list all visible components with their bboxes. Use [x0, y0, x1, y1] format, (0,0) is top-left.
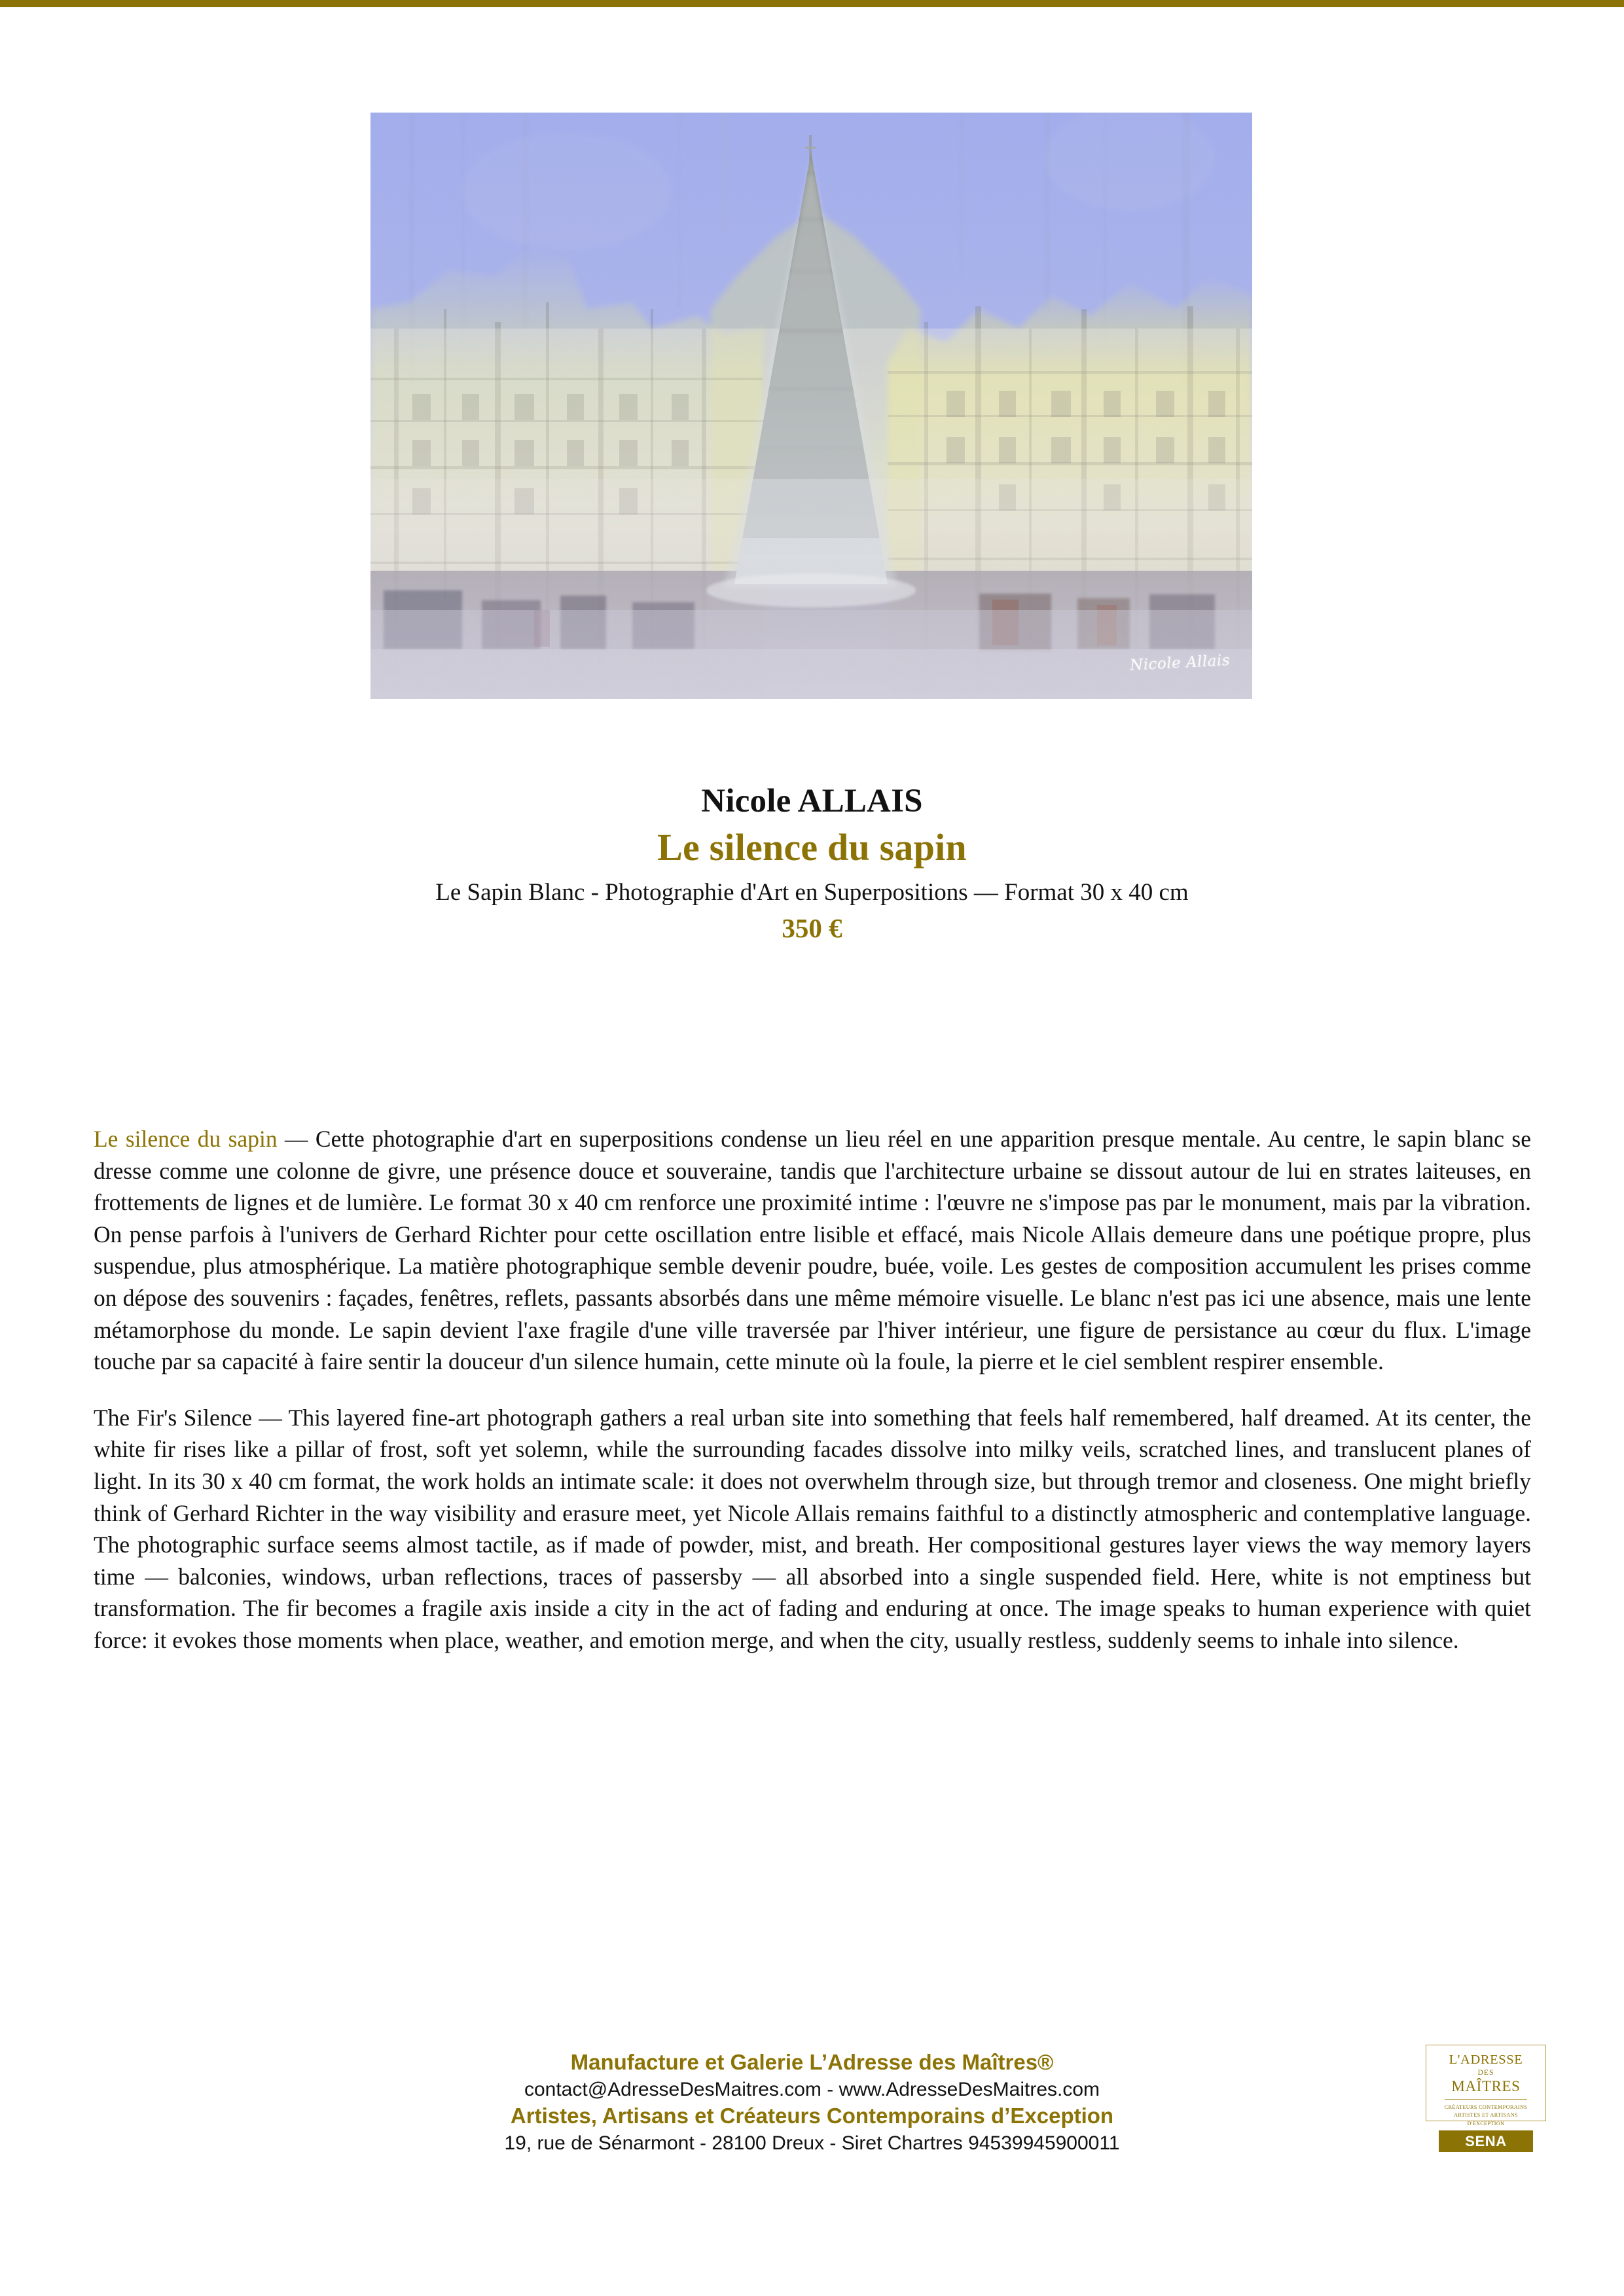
top-gold-rule [0, 0, 1624, 7]
sena-badge: SENA [1439, 2130, 1533, 2152]
footer [0, 2049, 1624, 2156]
artwork-image [370, 113, 1252, 699]
footer-tagline: Artistes, Artisans et Créateurs Contemporains d’Exception [510, 2103, 1114, 2128]
artwork-price: 350 € [782, 912, 842, 943]
paragraph-english: The Fir's Silence — This layered fine-art photograph gathers a real urban site into something that feels half remembered, half dreamed. At its center, the white fir rises like a pillar of frost, soft yet solemn, while the surrounding facades dissolve into milky veils, scratched lines, and translucent planes of light. In its 30 x 40 cm format, the work holds an intimate scale: it does not overwhelm through size, but through tremor and closeness. One might briefly think of Gerhard Richter in the way visibility and erasure meet, yet Nicole Allais remains faithful to a distinctly atmospheric and contemplative language. The photographic surface seems almost tactile, as if made of powder, mist, and breath. Her compositional gestures layer views the way memory layers time — balconies, windows, urban reflections, traces of passersby — all absorbed into a single suspended field. Here, white is not emptiness but transformation. The fir becomes a fragile axis inside a city in the act of fading and enduring at once. The image speaks to human experience with quiet force: it evokes those moments when place, weather, and emotion merge, and when the city, usually restless, suddenly seems to inhale into silence. [94, 1404, 1531, 1653]
artwork-figure [370, 113, 1252, 699]
brand-logo-block [1426, 2045, 1546, 2152]
description-section [94, 1123, 1531, 1657]
logo-line-maitres: MAÎTRES [1451, 2077, 1521, 2094]
logo-subline-3: D'EXCEPTION [1467, 2120, 1505, 2126]
logo-divider [1445, 2099, 1527, 2100]
artist-name: Nicole ALLAIS [701, 783, 923, 819]
artist-signature: Nicole Allais [1129, 652, 1231, 674]
footer-contact[interactable]: contact@AdresseDesMaitres.com - www.AdresseDesMaitres.com [524, 2078, 1100, 2100]
artwork-title: Le silence du sapin [657, 826, 967, 869]
footer-address: 19, rue de Sénarmont - 28100 Dreux - Siret Chartres 94539945900011 [504, 2132, 1120, 2154]
french-body-text: Cette photographie d'art en superpositions condense un lieu réel en une apparition presque mentale. Au centre, le sapin blanc se dresse comme une colonne de givre, une présence douce et souveraine, tandis que l'architecture urbaine se dissout autour de lui en strates laiteuses, en frottements de lignes et de lumière. Le format 30 x 40 cm renforce une proximité intime : l'œuvre ne s'impose pas par le monument, mais par la vibration. On pense parfois à l'univers de Gerhard Richter pour cette oscillation entre lisible et effacé, mais Nicole Allais demeure dans une poétique propre, plus suspendue, plus atmosphérique. La matière photographique semble devenir poudre, buée, voile. Les gestes de composition accumulent les prises comme on dépose des souvenirs : façades, fenêtres, reflets, passants absorbés dans une même mémoire visuelle. Le blanc n'est pas ici une absence, mais une lente métamorphose du monde. Le sapin devient l'axe fragile d'une ville traversée par l'hiver intérieur, une figure de persistance au cœur du flux. L'image touche par sa capacité à faire sentir la douceur d'un silence humain, cette minute où la foule, la pierre et le ciel semblent respirer ensemble. [94, 1126, 1532, 1375]
logo-subline-1: CRÉATEURS CONTEMPORAINS [1444, 2104, 1528, 2111]
paragraph-french [94, 1123, 1531, 1378]
logo-line-des: DES [1477, 2068, 1494, 2077]
artwork-subtitle: Le Sapin Blanc - Photographie d'Art en Superpositions — Format 30 x 40 cm [435, 878, 1189, 906]
french-lead-dash: — [277, 1126, 316, 1152]
title-block [0, 783, 1624, 944]
french-lead-title: Le silence du sapin [94, 1126, 278, 1152]
footer-company-name: Manufacture et Galerie L’Adresse des Maîtres® [570, 2050, 1054, 2074]
logo-subline-2: ARTISTES ET ARTISANS [1454, 2112, 1518, 2119]
logo-card [1426, 2045, 1546, 2126]
logo-line-adresse: L'ADRESSE [1449, 2053, 1523, 2067]
